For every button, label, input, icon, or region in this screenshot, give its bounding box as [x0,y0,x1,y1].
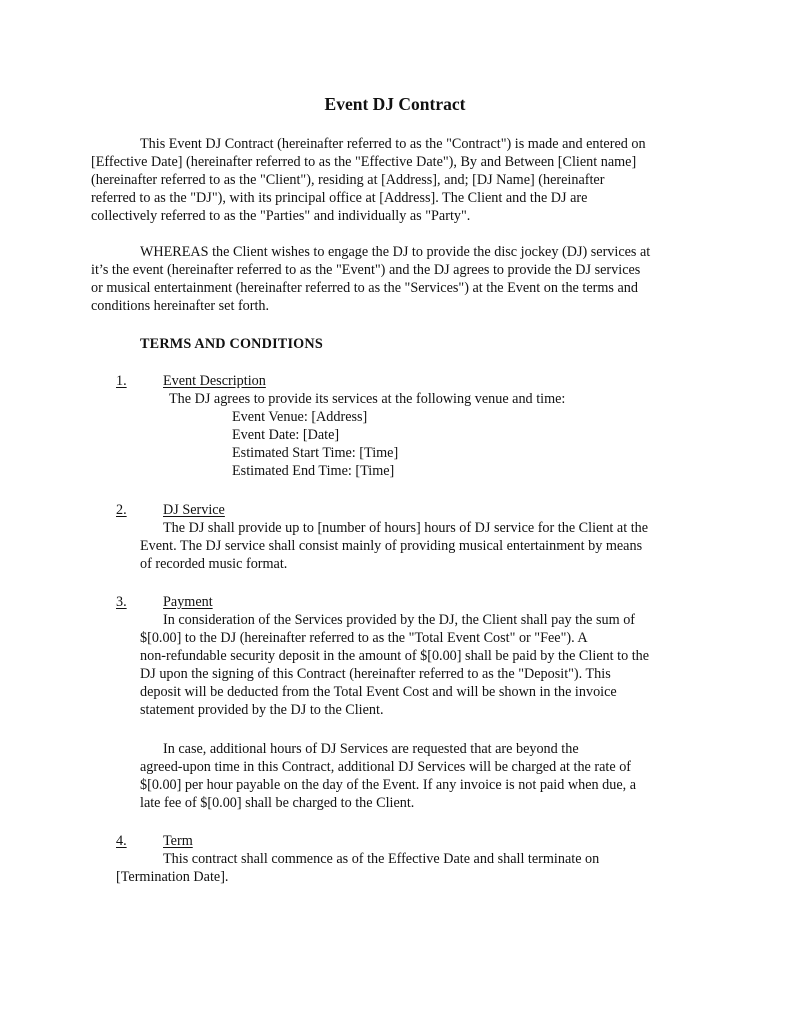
section-line: $[0.00] per hour payable on the day of the Event. If any invoice is not paid when due, a [140,777,637,793]
terms-heading: TERMS AND CONDITIONS [140,336,323,352]
intro-line: (hereinafter referred to as the "Client"), residing at [Address], and; [DJ Name] (hereinafter [91,172,605,188]
section-line: [Termination Date]. [116,869,229,885]
whereas-line: conditions hereinafter set forth. [91,298,270,314]
section-title: Payment [163,594,213,610]
section-line: The DJ shall provide up to [number of hours] hours of DJ service for the Client at the [163,520,649,536]
section-title: DJ Service [163,502,225,518]
intro-line: This Event DJ Contract (hereinafter referred to as the "Contract") is made and entered on [140,136,646,152]
section-line: Event. The DJ service shall consist mainly of providing musical entertainment by means [140,538,643,554]
section-line: of recorded music format. [140,556,288,572]
section-line: This contract shall commence as of the Effective Date and shall terminate on [163,851,600,867]
section-title: Event Description [163,373,266,389]
event-venue: Event Venue: [Address] [232,409,368,425]
section-line: In consideration of the Services provided by the DJ, the Client shall pay the sum of [163,612,636,628]
event-date: Event Date: [Date] [232,427,340,443]
event-end-time: Estimated End Time: [Time] [232,463,395,479]
section-line: $[0.00] to the DJ (hereinafter referred to as the "Total Event Cost" or "Fee"). A [140,630,588,646]
whereas-line: or musical entertainment (hereinafter referred to as the "Services") at the Event on the terms and [91,280,638,296]
whereas-line: WHEREAS the Client wishes to engage the DJ to provide the disc jockey (DJ) services at [140,244,651,260]
section-line: The DJ agrees to provide its services at the following venue and time: [169,391,566,407]
section-number: 3. [116,594,127,610]
section-line: agreed-upon time in this Contract, additional DJ Services will be charged at the rate of [140,759,632,775]
section-line: statement provided by the DJ to the Client. [140,702,384,718]
section-line: late fee of $[0.00] shall be charged to the Client. [140,795,415,811]
intro-line: [Effective Date] (hereinafter referred to as the "Effective Date"), By and Between [Client name] [91,154,637,170]
section-line: deposit will be deducted from the Total Event Cost and will be shown in the invoice [140,684,617,700]
whereas-line: it’s the event (hereinafter referred to as the "Event") and the DJ agrees to provide the DJ services [91,262,641,278]
section-line: DJ upon the signing of this Contract (hereinafter referred to as the "Deposit"). This [140,666,611,682]
section-line: In case, additional hours of DJ Services are requested that are beyond the [163,741,579,757]
section-number: 2. [116,502,127,518]
document-title: Event DJ Contract [324,94,466,114]
event-start-time: Estimated Start Time: [Time] [232,445,399,461]
intro-line: referred to as the "DJ"), with its principal office at [Address]. The Client and the DJ are [91,190,588,206]
section-number: 1. [116,373,127,389]
intro-line: collectively referred to as the "Parties" and individually as "Party". [91,208,471,224]
section-title: Term [163,833,193,849]
section-number: 4. [116,833,127,849]
section-line: non-refundable security deposit in the amount of $[0.00] shall be paid by the Client to the [140,648,650,664]
